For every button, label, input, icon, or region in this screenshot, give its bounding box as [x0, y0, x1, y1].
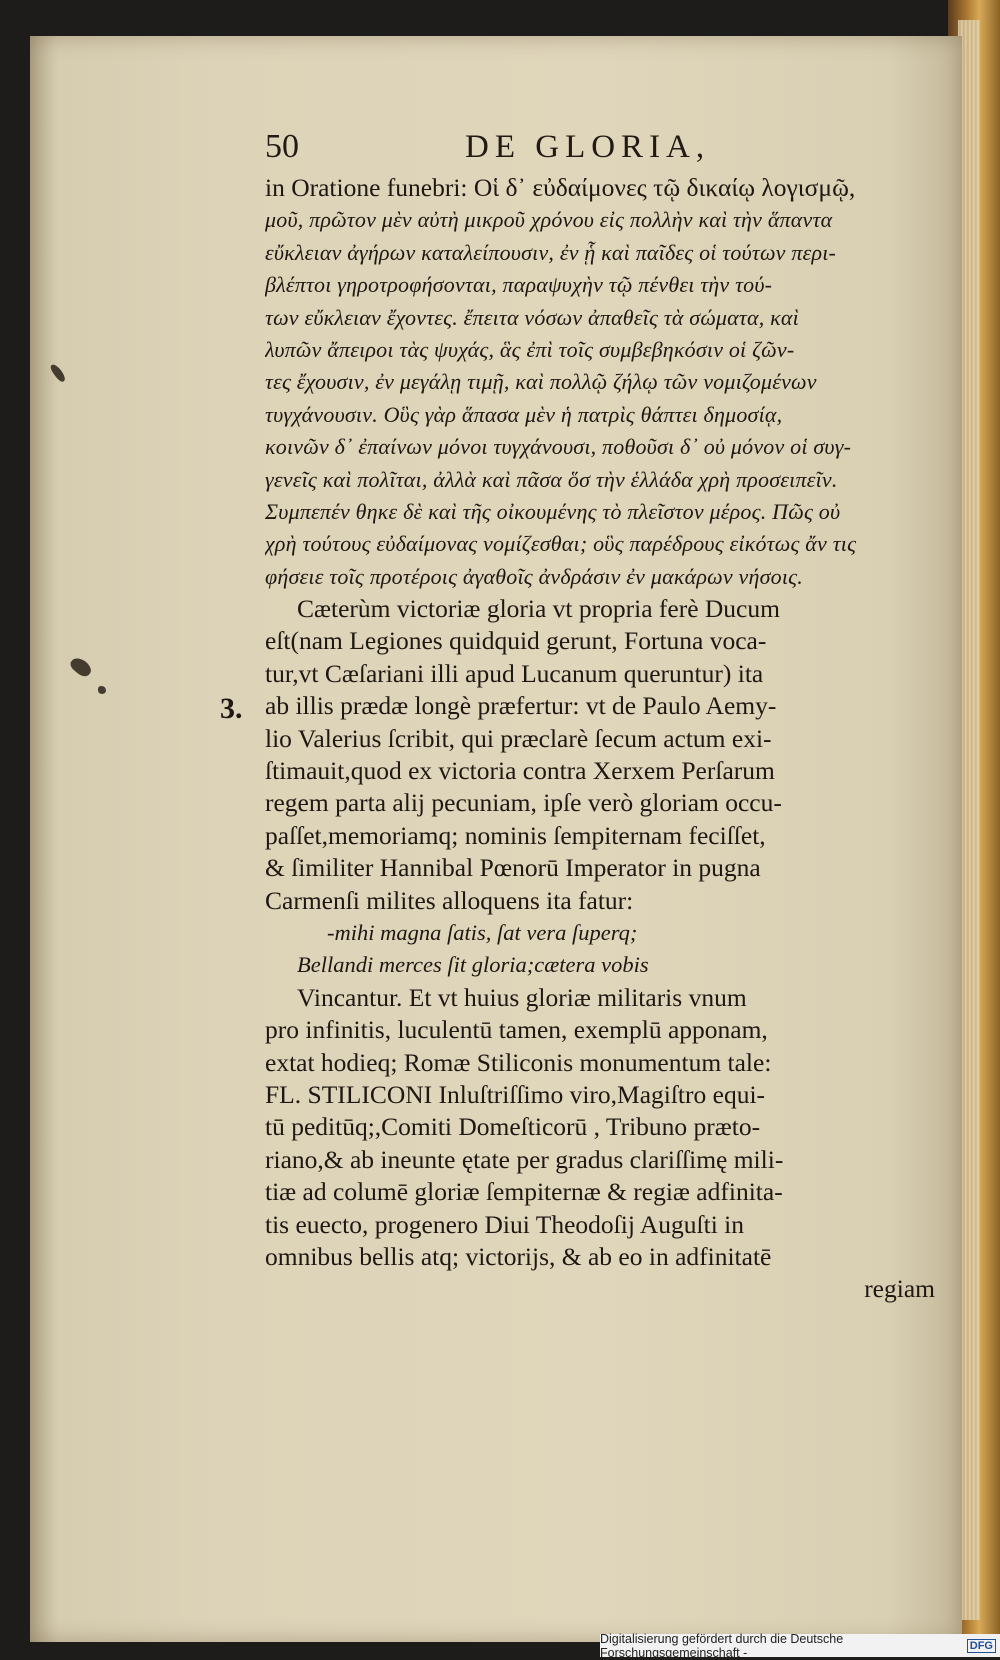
text-line: ab illis prædæ longè præfertur: vt de Paulo Aemy- — [265, 691, 777, 721]
text-line: pro infinitis, luculentū tamen, exemplū apponam, — [265, 1015, 768, 1045]
text-line: κοινῶν δ᾽ ἐπαίνων μόνοι τυγχάνουσι, ποθοῦσι δ᾽ οὐ μόνον οἱ συγ- — [265, 434, 852, 460]
text-line: tis euecto, progenero Diui Theodoſij Auguſti in — [265, 1209, 744, 1239]
text-line: riano,& ab ineunte ętate per gradus clariſſimę mili- — [265, 1144, 784, 1174]
text-line: extat hodieq; Romæ Stiliconis monumentum tale: — [265, 1047, 772, 1077]
text-line: γενεῖς καὶ πολῖται, ἀλλὰ καὶ πᾶσα ὅσ τὴν ἑλλάδα χρὴ προσειπεῖν. — [265, 466, 838, 492]
text-line: Bellandi merces ſit gloria;cætera vobis — [297, 952, 649, 978]
text-line: Vincantur. Et vt huius gloriæ militaris vnum — [297, 982, 747, 1012]
text-line: lio Valerius ſcribit, qui præclarè ſecum actum exi- — [265, 723, 772, 753]
text-line: τυγχάνουσιν. Οὓς γὰρ ἅπασα μὲν ἡ πατρὶς θάπτει δημοσίᾳ, — [265, 401, 783, 427]
text-line: tur,vt Cæſariani illi apud Lucanum queruntur) ita — [265, 658, 764, 688]
text-line: Carmenſi milites alloquens ita fatur: — [265, 885, 634, 915]
ink-stain — [49, 363, 67, 384]
ink-stain — [68, 655, 94, 680]
credit-text: Digitalisierung gefördert durch die Deutsche Forschungsgemeinschaft - — [600, 1631, 844, 1660]
text-line: τες ἔχουσιν, ἐν μεγάλῃ τιμῇ, καὶ πολλῷ ζήλῳ τῶν νομιζομένων — [265, 369, 817, 395]
running-head — [265, 128, 945, 166]
text-line: in Oratione funebri: Οἱ δ᾽ εὐδαίμονες τῷ δικαίῳ λογισμῷ, — [265, 173, 856, 202]
text-line: tiæ ad columē gloriæ ſempiternæ & regiæ adfinita- — [265, 1177, 783, 1207]
margin-section-number: 3. — [220, 692, 243, 725]
text-line: tū peditūq;,Comiti Domeſticorū , Tribuno præto- — [265, 1112, 761, 1142]
text-line: & ſimiliter Hannibal Pœnorū Imperator in pugna — [265, 853, 761, 883]
text-line: χρὴ τούτους εὐδαίμονας νομίζεσθαι; οὓς παρέδρους εἰκότως ἄν τις — [265, 531, 857, 557]
text-line: omnibus bellis atq; victorijs, & ab eo in adfinitatē — [265, 1241, 772, 1271]
text-line: FL. STILICONI Inluſtriſſimo viro,Magiſtro equi- — [265, 1079, 766, 1109]
text-line: λυπῶν ἄπειροι τὰς ψυχάς, ἃς ἐπὶ τοῖς συμβεβηκόσιν οἱ ζῶν- — [265, 336, 795, 362]
text-line: regiam — [864, 1274, 935, 1304]
text-line: των εὔκλειαν ἔχοντες. ἔπειτα νόσων ἀπαθεῖς τὰ σώματα, καὶ — [265, 304, 799, 330]
text-line: -mihi magna ſatis, ſat vera ſuperq; — [327, 919, 638, 945]
digitization-credit-bar — [600, 1631, 1000, 1660]
text-line: eſt(nam Legiones quidquid gerunt, Fortuna voca- — [265, 626, 767, 656]
text-line: paſſet,memoriamq; nominis ſempiternam feciſſet, — [265, 820, 766, 850]
running-title: DE GLORIA, — [465, 129, 711, 165]
text-line: βλέπτοι γηροτροφήσονται, παραψυχὴν τῷ πένθει τὴν τού- — [265, 272, 773, 298]
dfg-logo: DFG — [967, 1639, 996, 1653]
text-line: ſtimauit,quod ex victoria contra Xerxem Perſarum — [265, 756, 775, 786]
body-text — [265, 172, 935, 1306]
text-line: Συμπεπέν θηκε δὲ καὶ τῆς οἰκουμένης τὸ πλεῖστον μέρος. Πῶς οὐ — [265, 498, 841, 524]
text-line: φήσειε τοῖς προτέροις ἀγαθοῖς ἀνδράσιν ἐν μακάρων νήσοις. — [265, 563, 803, 589]
text-line: εὔκλειαν ἀγήρων καταλείπουσιν, ἐν ᾗ καὶ παῖδες οἱ τούτων περι- — [265, 239, 837, 265]
ink-stain — [98, 686, 106, 694]
text-line: regem parta alij pecuniam, ipſe verò gloriam occu- — [265, 788, 782, 818]
text-line: Cæterùm victoriæ gloria vt propria ferè Ducum — [297, 594, 780, 624]
page-number: 50 — [265, 128, 299, 165]
text-line: μοῦ, πρῶτον μὲν αὐτὴ μικροῦ χρόνου εἰς πολλὴν καὶ τὴν ἅπαντα — [265, 207, 833, 233]
